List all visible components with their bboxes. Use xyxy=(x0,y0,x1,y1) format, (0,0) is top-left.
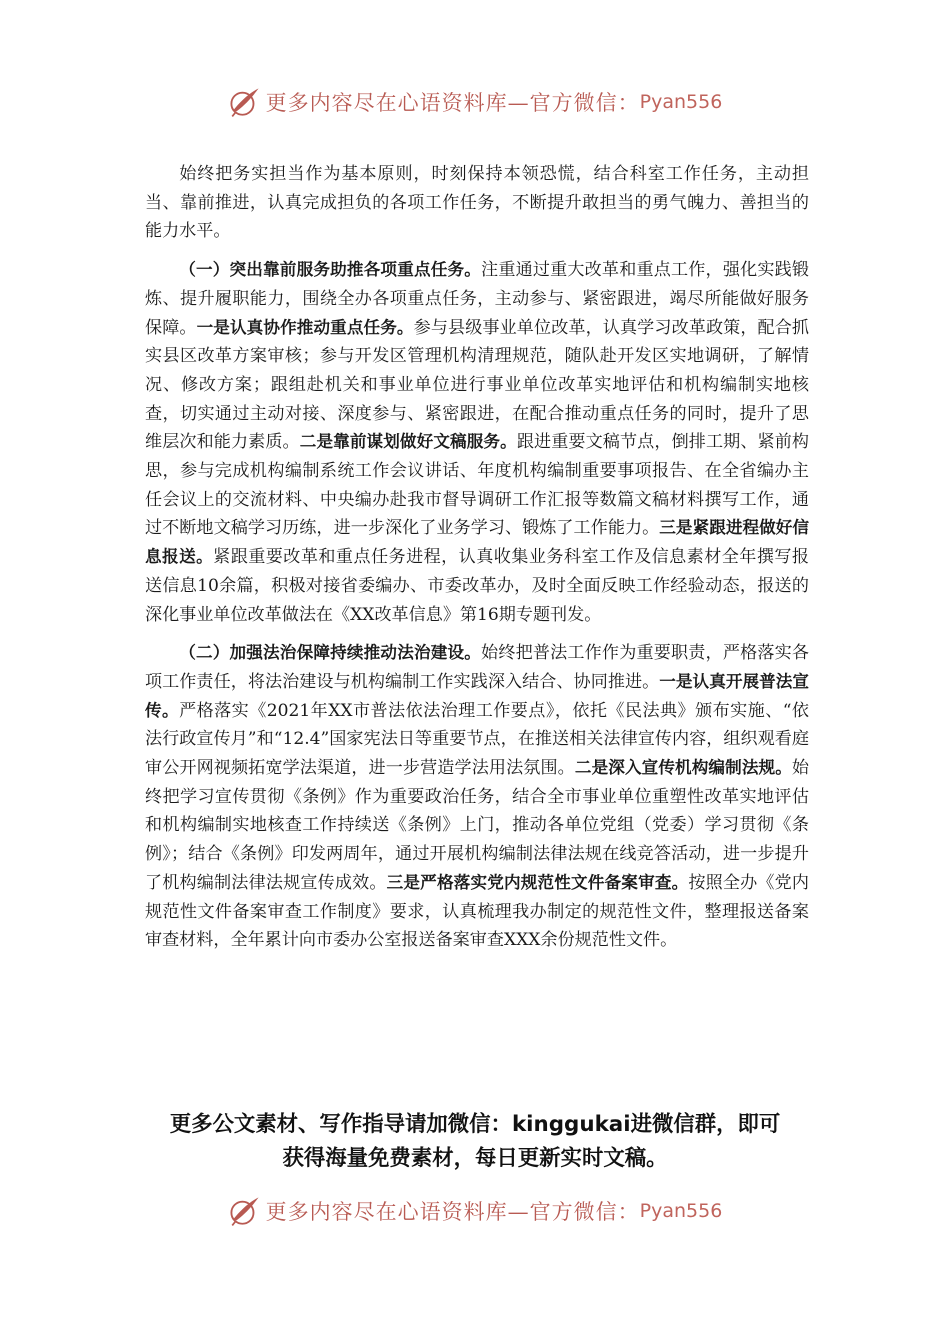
bold-heading: 二是深入宣传机构编制法规。 xyxy=(574,758,792,778)
promo-line-2: 获得海量免费素材，每日更新实时文稿。 xyxy=(282,1146,668,1171)
bold-heading: （二）加强法治保障持续推动法治建设。 xyxy=(179,643,482,663)
paragraph xyxy=(145,160,809,246)
quill-logo-icon xyxy=(228,85,262,119)
bold-heading: 一是认真开展普法宣传。 xyxy=(145,671,809,720)
bold-heading: 三是严格落实党内规范性文件备案审查。 xyxy=(386,872,689,892)
document-body xyxy=(145,160,809,965)
promo-line-1: 更多公文素材、写作指导请加微信：kinggukai进微信群，即可 xyxy=(169,1112,781,1137)
bold-heading: （一）突出靠前服务助推各项重点任务。 xyxy=(179,260,482,280)
text-run: 始终把普法工作作为重要职责，严格落实各项工作责任，将法治建设与机构编制工作实践深入结合、协同推进。 xyxy=(145,643,809,692)
text-run: 跟进重要文稿节点，倒排工期、紧前构思，参与完成机构编制系统工作会议讲话、年度机构编制重要事项报告、在全省编办主任会议上的交流材料、中央编办赴我市督导调研工作汇报等数篇文稿材料撰写工作，通过不断地文稿学习历练，进一步深化了业务学习、锻炼了工作能力。 xyxy=(145,432,810,539)
bold-heading: 二是靠前谋划做好文稿服务。 xyxy=(299,432,517,452)
header-banner xyxy=(0,82,950,122)
promo-notice xyxy=(130,1108,820,1176)
footer-banner xyxy=(0,1191,950,1231)
bold-heading: 三是紧跟进程做好信息报送。 xyxy=(145,518,809,567)
banner-wechat-id: Pyan556 xyxy=(639,91,723,113)
text-run: 严格落实《2021年XX市普法依法治理工作要点》，依托《民法典》颁布实施、“依法行政宣传月”和“12.4”国家宪法日等重要节点，在推送相关法律宣传内容，组织观看庭审公开网视频拓宽学法渠道，进一步营造学法用法氛围。 xyxy=(145,700,810,779)
text-run: 按照全办《党内规范性文件备案审查工作制度》要求，认真梳理我办制定的规范性文件，整理报送备案审查材料，全年累计向市委办公室报送备案审查XXX余份规范性文件。 xyxy=(145,872,810,951)
banner-text: 更多内容尽在心语资料库—官方微信： xyxy=(265,91,640,115)
bold-heading: 一是认真协作推动重点任务。 xyxy=(196,317,414,337)
text-run: 参与县级事业单位改革，认真学习改革政策，配合抓实县区改革方案审核；参与开发区管理机构清理规范，随队赴开发区实地调研，了解情况、修改方案；跟组赴机关和事业单位进行事业单位改革实地评估和机构编制实地核查，切实通过主动对接、深度参与、紧密跟进，在配合推动重点任务的同时，提升了思维层次和能力素质。 xyxy=(145,317,810,453)
text-run: 始终把学习宣传贯彻《条例》作为重要政治任务，结合全市事业单位重塑性改革实地评估和机构编制实地核查工作持续送《条例》上门，推动各单位党组（党委）学习贯彻《条例》；结合《条例》印发两周年，通过开展机构编制法律法规在线竞答活动，进一步提升了机构编制法律法规宣传成效。 xyxy=(145,758,810,893)
text-run: 注重通过重大改革和重点工作，强化实践锻炼、提升履职能力，围绕全办各项重点任务，主动参与、紧密跟进，竭尽所能做好服务保障。 xyxy=(145,260,809,338)
footer-banner-text: 更多内容尽在心语资料库—官方微信： xyxy=(265,1200,640,1224)
footer-banner-wechat-id: Pyan556 xyxy=(639,1200,723,1222)
quill-logo-icon xyxy=(228,1194,262,1228)
text-run: 始终把务实担当作为基本原则，时刻保持本领恐慌，结合科室工作任务，主动担当、靠前推进，认真完成担负的各项工作任务，不断提升敢担当的勇气魄力、善担当的能力水平。 xyxy=(145,164,809,242)
paragraph xyxy=(145,639,809,955)
paragraph xyxy=(145,256,809,629)
text-run: 紧跟重要改革和重点任务进程，认真收集业务科室工作及信息素材全年撰写报送信息10余篇，积极对接省委编办、市委改革办，及时全面反映工作经验动态，报送的深化事业单位改革做法在《XX改革信息》第16期专题刊发。 xyxy=(145,547,810,625)
